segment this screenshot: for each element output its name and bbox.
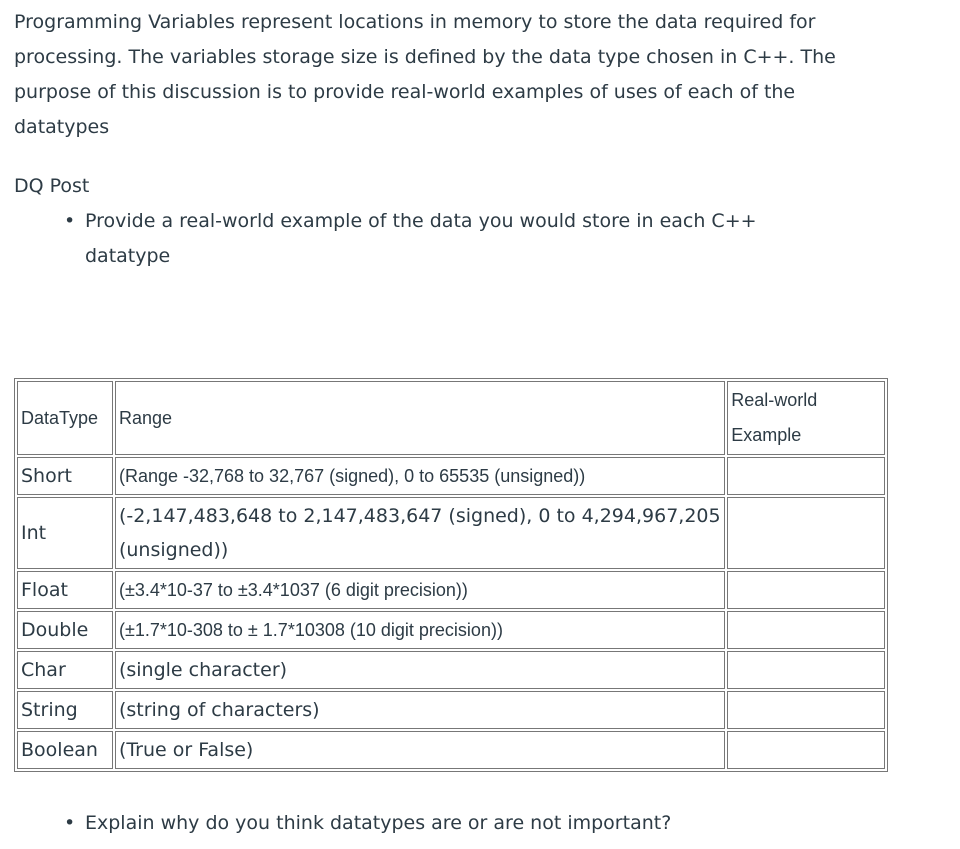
cell-type: Double [17,611,113,649]
header-range: Range [115,381,725,455]
cell-range: (-2,147,483,648 to 2,147,483,647 (signed), 0 to 4,294,967,205 (unsigned)) [115,497,725,569]
cell-range: (Range -32,768 to 32,767 (signed), 0 to 65535 (unsigned)) [115,457,725,495]
cell-range: (±3.4*10-37 to ±3.4*1037 (6 digit precision)) [115,571,725,609]
header-datatype: DataType [17,381,113,455]
table-row [17,691,885,729]
table-row [17,571,885,609]
question-list [14,806,845,841]
list-item [14,204,845,274]
cell-example[interactable] [727,497,885,569]
list-item-text: Explain why do you think datatypes are or are not important? [85,812,672,834]
cell-example[interactable] [727,691,885,729]
cell-type: Boolean [17,731,113,769]
discussion-content [14,0,914,834]
cell-example[interactable] [727,611,885,649]
bullet-icon: • [64,210,76,232]
cell-type: Int [17,497,113,569]
table-header-row [17,381,885,455]
table-row [17,497,885,569]
table-row [17,457,885,495]
cell-range: (string of characters) [115,691,725,729]
dq-post-heading: DQ Post [14,175,90,197]
cell-example[interactable] [727,457,885,495]
cell-type: String [17,691,113,729]
cell-example[interactable] [727,651,885,689]
header-example: Real-world Example [727,381,885,455]
table-row [17,611,885,649]
table-row [17,731,885,769]
cell-range: (±1.7*10-308 to ± 1.7*10308 (10 digit precision)) [115,611,725,649]
prompt-list [14,204,914,274]
cell-range: (True or False) [115,731,725,769]
bullet-icon: • [64,812,76,834]
cell-example[interactable] [727,571,885,609]
list-item-text: Provide a real-world example of the data you would store in each C++ datatype [85,210,757,267]
list-item [14,806,845,841]
cell-example[interactable] [727,731,885,769]
table-row [17,651,885,689]
cell-range: (single character) [115,651,725,689]
intro-paragraph: Programming Variables represent locations in memory to store the data required for processing. The variables storage size is defined by the data type chosen in C++. The purpose of this discussion is to provide real-world examples of uses of each of the datatypes [14,11,836,138]
cell-type: Char [17,651,113,689]
cell-type: Float [17,571,113,609]
cell-type: Short [17,457,113,495]
datatype-table [14,378,888,772]
